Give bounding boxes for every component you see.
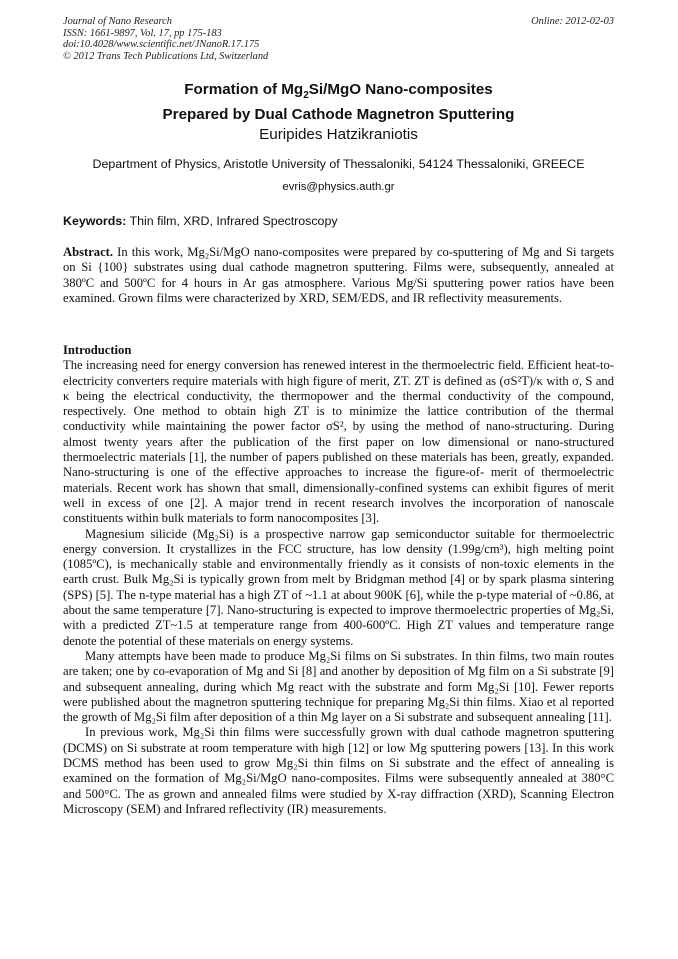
keywords-label: Keywords:: [63, 214, 127, 228]
abstract-text: In this work, Mg₂Si/MgO nano-composites were prepared by co-sputtering of Mg and Si targets on Si {100} substrates using dual cathode magnetron sputtering. Films were, subsequently, annealed at 380ºC and 500ºC for 4 hours in Ar gas atmosphere. Various Mg/Si sputtering power ratios have been examined. Grown films were characterized by XRD, SEM/EDS, and IR reflectivity measurements.: [63, 245, 614, 305]
journal-doi: doi:10.4028/www.scientific.net/JNanoR.17.175: [63, 39, 260, 51]
abstract-paragraph: [63, 245, 614, 306]
introduction-section: [63, 343, 614, 817]
journal-header: [63, 16, 483, 62]
title-part-b: Si/MgO Nano-composites: [308, 81, 493, 98]
introduction-heading: Introduction: [63, 343, 132, 357]
keywords: [63, 214, 614, 229]
intro-paragraph-3: Many attempts have been made to produce Mg₂Si films on Si substrates. In thin films, two main routes are taken; one by co-evaporation of Mg and Si [8] and another by deposition of Mg film on a Si substrate [9] and subsequent annealing, during which Mg react with the substrate and form Mg₂Si [10]. Fewer reports were published about the magnetron sputtering technique for preparing Mg₂Si thin films. Xiao et al reported the growth of Mg₂Si film after deposition of a thin Mg layer on a Si substrate and subsequent annealing [11].: [63, 648, 614, 725]
title-subscript: 2: [303, 90, 309, 102]
title-line-2: Prepared by Dual Cathode Magnetron Sputtering: [162, 105, 515, 123]
abstract: [63, 245, 614, 306]
author-name: Euripides Hatzikraniotis: [259, 126, 418, 143]
intro-paragraph-4: In previous work, Mg₂Si thin films were successfully grown with dual cathode magnetron sputtering (DCMS) on Si substrate at room temperature with high [12] or low Mg sputtering powers [13]. In this work DCMS method has been used to grow Mg₂Si thin films on Si substrate and the effect of annealing is examined on the formation of Mg₂Si/MgO nano-composites. Films were subsequently annealed at 380°C and 500°C. The as grown and annealed films were studied by X-ray diffraction (XRD), Scanning Electron Microscopy (SEM) and Infrared reflectivity (IR) measurements.: [63, 725, 614, 816]
journal-issn: ISSN: 1661-9897, Vol. 17, pp 175-183: [63, 27, 222, 39]
intro-paragraph-1: The increasing need for energy conversion has renewed interest in the thermoelectric field. Efficient heat-to-electricity converters require materials with high figure of merit, ZT. ZT is defined as (σS²T)/κ with σ, S and κ being the electrical conductivity, the thermopower and the thermal conductivity of the compound, respectively. One method to obtain high ZT is to minimize the lattice contribution of the thermal conductivity while maintaining the power factor σS², by using the method of nano-structuring. During almost twenty years after the publication of the first paper on low dimensional or nano-structured thermoelectric materials [1], the number of papers published on these materials has been, greatly, expanded. Nano-structuring is one of the effective approaches to increase the figure-of- merit of thermoelectric materials. Recent work has shown that small, dimensionally-confined systems can exhibit figures of merit well in excess of one [2]. A major trend in recent research involves the incorporation of nanoscale constituents within bulk materials to form nanocomposites [3].: [63, 358, 614, 526]
online-date: Online: 2012-02-03: [531, 16, 614, 27]
journal-copyright: © 2012 Trans Tech Publications Ltd, Switzerland: [63, 50, 269, 62]
journal-name: Journal of Nano Research: [63, 16, 172, 27]
title-line-1: [63, 81, 614, 106]
intro-paragraph-2: Magnesium silicide (Mg₂Si) is a prospective narrow gap semiconductor suitable for thermoelectric energy conversion. It crystallizes in the FCC structure, has low density (1.99g/cm³), high melting point (1085ºC), is mechanically stable and environmentally friendly as it consists of non-toxic elements in the earth crust. Bulk Mg₂Si is typically grown from melt by Bridgman method [4] or by spark plasma sintering (SPS) [5]. The n-type material has a high ZT of ~1.1 at about 900K [6], while the p-type material of ~0.86, at about the same temperature [7]. Nano-structuring is expected to improve thermoelectric properties of Mg₂Si, with a predicted ZT~1.5 at temperature range from 400-600ºC. High ZT values and temperature range denote the potential of these materials on energy systems.: [63, 526, 614, 648]
paper-title: [63, 81, 614, 124]
keywords-text: Thin film, XRD, Infrared Spectroscopy: [126, 214, 338, 228]
author-email[interactable]: evris@physics.auth.gr: [282, 181, 395, 193]
title-part-a: Formation of Mg: [184, 81, 304, 98]
abstract-label: Abstract.: [63, 245, 114, 259]
author-affiliation: Department of Physics, Aristotle University of Thessaloniki, 54124 Thessaloniki, GREECE: [92, 157, 585, 171]
